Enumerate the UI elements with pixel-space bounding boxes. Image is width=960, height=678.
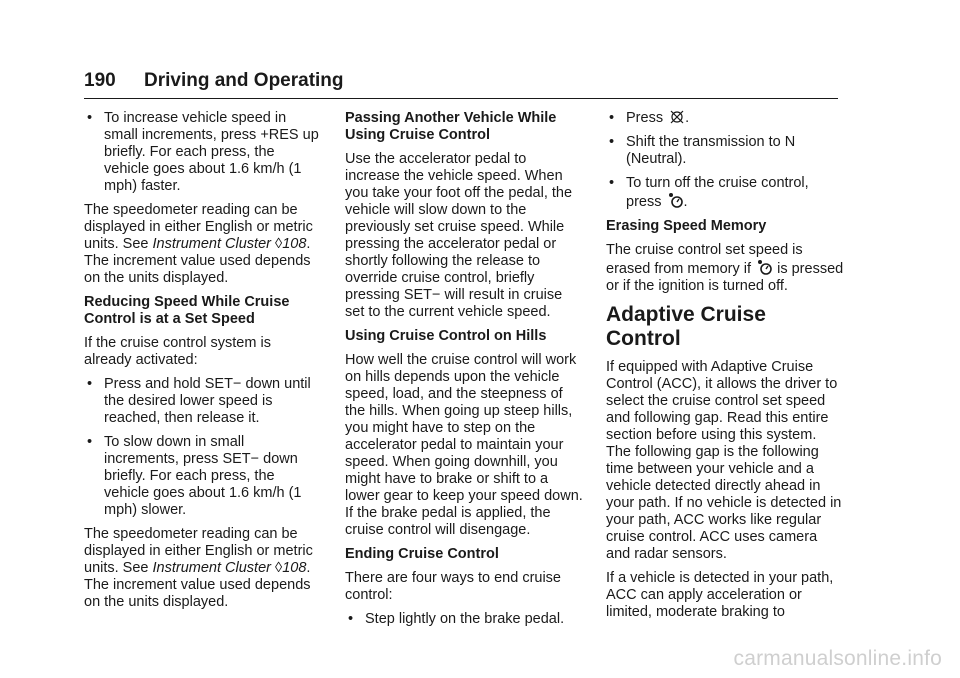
ref-arrow-icon: ◊	[275, 236, 283, 252]
paragraph: There are four ways to end cruise control:	[345, 570, 561, 603]
paragraph: If the cruise control system is already activated:	[84, 335, 271, 368]
list-item	[345, 611, 583, 628]
header-rule	[84, 98, 838, 99]
paragraph: How well the cruise control will work on hills depends upon the vehicle speed, load, and the steepness of the hills. When going up steep hills, you might have to step on the accelerator pedal to maintain your speed. When going downhill, you might have to brake or shift to a lower gear to keep your speed down. If the brake pedal is applied, the cruise control will disengage.	[345, 352, 583, 538]
section-title: Driving and Operating	[144, 70, 344, 91]
list-item	[606, 175, 844, 211]
column-2	[345, 110, 583, 635]
bullet: •	[87, 376, 93, 392]
paragraph-text: The speedometer reading can be displayed in either English or metric units. See	[84, 526, 313, 576]
paragraph: The speedometer reading can be displayed in either English or metric units. See Instrument Cluster ◊108. The increment value used depends on the units displayed.	[84, 526, 313, 610]
list-item	[84, 376, 322, 427]
list-item	[84, 434, 322, 519]
bullet: •	[609, 175, 615, 191]
cruise-cancel-icon	[669, 110, 685, 124]
list-item	[606, 110, 844, 127]
cross-reference-link[interactable]: Instrument Cluster	[152, 236, 271, 252]
bullet: •	[348, 611, 354, 627]
column-1	[84, 110, 322, 618]
page-number: 190	[84, 70, 116, 91]
list-item-text: Press	[626, 110, 664, 126]
subheading: Ending Cruise Control	[345, 546, 499, 562]
paragraph: The speedometer reading can be displayed in either English or metric units. See Instrument Cluster ◊108. The increment value used depends on the units displayed.	[84, 202, 313, 286]
list-item-text: To increase vehicle speed in small increments, press +RES up briefly. For each press, the vehicle goes about 1.6 km/h (1 mph) faster.	[104, 110, 319, 194]
cruise-onoff-icon	[668, 192, 684, 208]
list-item-text: To slow down in small increments, press SET− down briefly. For each press, the vehicle goes about 1.6 km/h (1 mph) slower.	[104, 434, 302, 518]
paragraph-text: The increment value used depends on the units displayed.	[84, 577, 311, 610]
list-item-text: To turn off the cruise control, press	[626, 175, 809, 210]
list-item	[606, 134, 844, 168]
paragraph-text: The increment value used depends on the units displayed.	[84, 253, 311, 286]
list-item-text: Press and hold SET− down until the desired lower speed is reached, then release it.	[104, 376, 311, 426]
ref-arrow-icon: ◊	[275, 560, 283, 576]
list-item	[84, 110, 322, 195]
list-item-text: Shift the transmission to N (Neutral).	[626, 134, 796, 167]
list-item-text: Step lightly on the brake pedal.	[365, 611, 565, 627]
reference-page[interactable]: 108	[282, 560, 307, 576]
paragraph: Use the accelerator pedal to increase the vehicle speed. When you take your foot off the pedal, the vehicle will slow down to the previously set cruise speed. While pressing the accelerator pedal or shortly following the release to override cruise control, briefly pressing SET− will result in cruise set to the current vehicle speed.	[345, 151, 573, 320]
paragraph-text: The speedometer reading can be displayed in either English or metric units. See	[84, 202, 313, 252]
page-header	[84, 70, 838, 100]
list-item-text: .	[685, 110, 690, 126]
subheading: Erasing Speed Memory	[606, 218, 767, 234]
paragraph: If a vehicle is detected in your path, ACC can apply acceleration or limited, moderate braking to	[606, 570, 834, 620]
column-3	[606, 110, 844, 628]
subheading: Reducing Speed While Cruise Control is at a Set Speed	[84, 294, 290, 327]
bullet: •	[609, 110, 615, 126]
subheading: Using Cruise Control on Hills	[345, 328, 547, 344]
paragraph: If equipped with Adaptive Cruise Control (ACC), it allows the driver to select the cruise control set speed and following gap. Read this entire section before using this system. The following gap is the following time between your vehicle and a vehicle detected directly ahead in your path. If no vehicle is detected in your path, ACC works like regular cruise control. ACC uses camera and radar sensors.	[606, 359, 842, 562]
bullet: •	[87, 110, 93, 126]
section-heading: Adaptive Cruise Control	[606, 303, 766, 350]
bullet: •	[87, 434, 93, 450]
cross-reference-link[interactable]: Instrument Cluster	[152, 560, 271, 576]
paragraph	[606, 242, 844, 295]
watermark: carmanualsonline.info	[733, 647, 942, 670]
paragraph-text: is pressed or if the ignition is turned off.	[606, 261, 844, 294]
cruise-onoff-icon	[757, 259, 773, 275]
bullet: •	[609, 134, 615, 150]
list-item-text: .	[683, 194, 688, 210]
paragraph-text: The cruise control set speed is erased from memory if	[606, 242, 803, 277]
reference-page[interactable]: 108	[282, 236, 307, 252]
subheading: Passing Another Vehicle While Using Cruise Control	[345, 110, 557, 143]
